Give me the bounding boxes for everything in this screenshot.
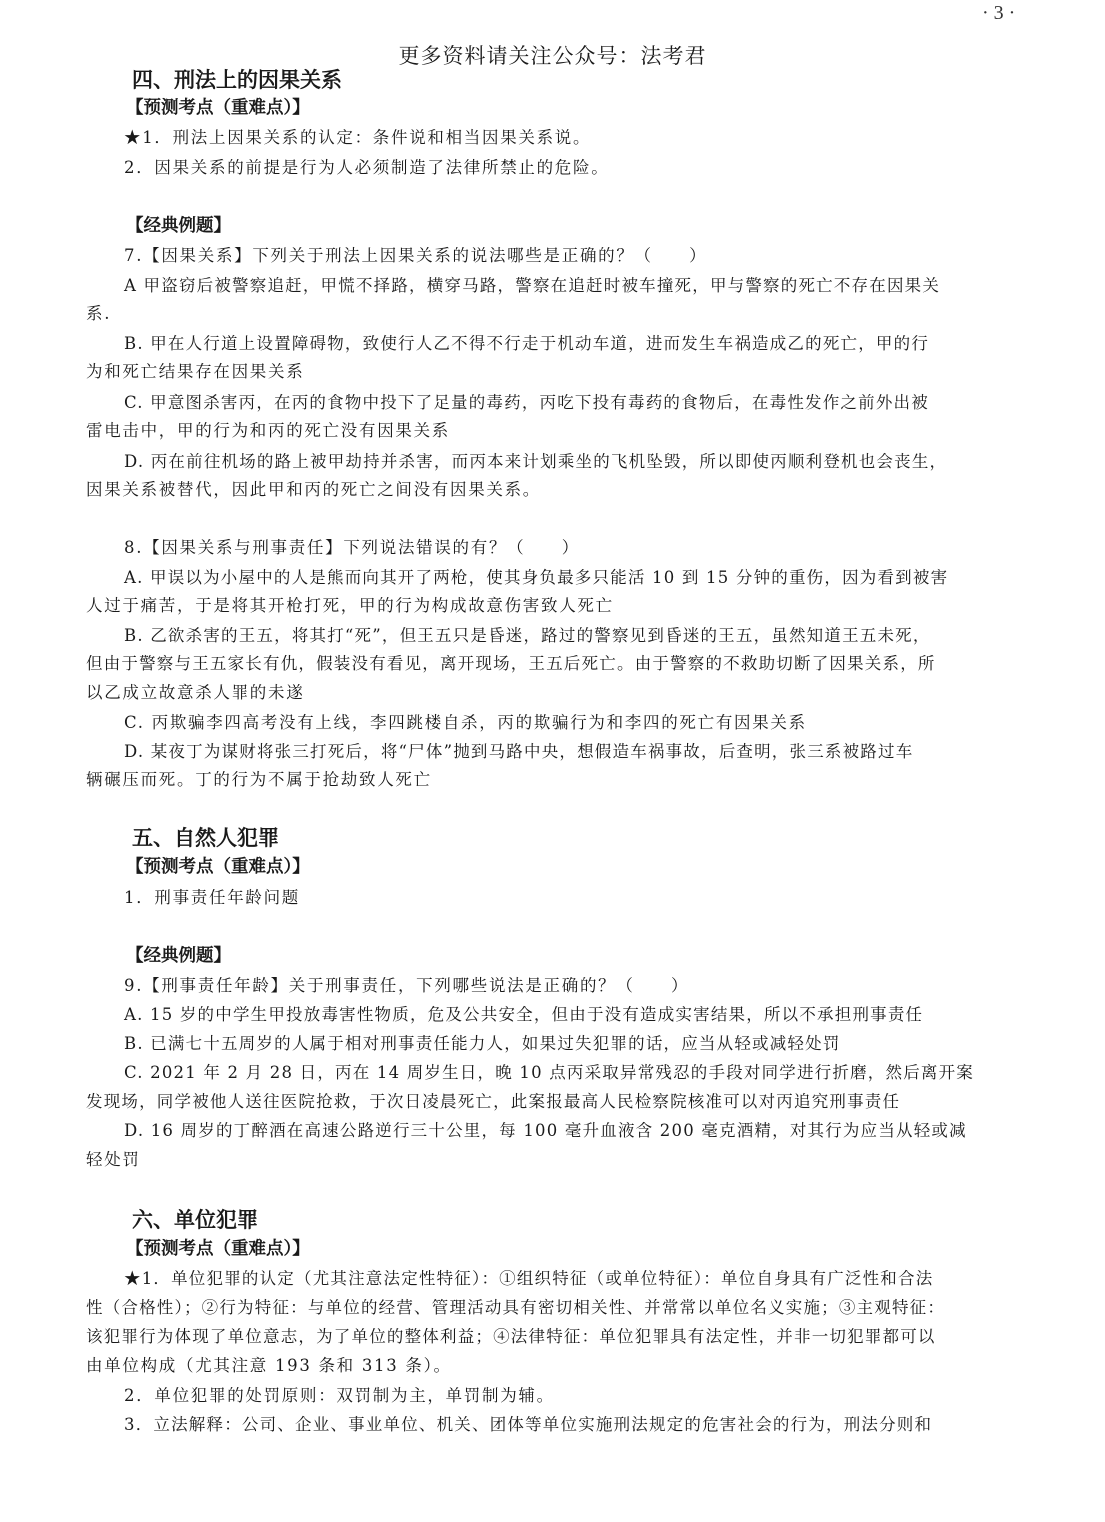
- point-text: ★1．单位犯罪的认定（尤其注意法定性特征）：①组织特征（或单位特征）：单位自身具有广泛性和合法: [124, 1269, 934, 1288]
- section-title-unit-crime: 六、单位犯罪: [132, 1208, 258, 1232]
- option-text: 但由于警察与王五家长有仇，假装没有看见，离开现场，王五后死亡。由于警察的不救助切断了因果关系，所: [86, 654, 936, 673]
- classic-heading: 【经典例题】: [126, 946, 231, 966]
- point-text: 3．立法解释：公司、企业、事业单位、机关、团体等单位实施刑法规定的危害社会的行为，刑法分则和: [124, 1415, 933, 1434]
- point-text: 1．刑事责任年龄问题: [124, 888, 300, 907]
- option-text: B. 乙欲杀害的王五，将其打“死”，但王五只是昏迷，路过的警察见到昏迷的王五，虽然知道王五未死，: [124, 626, 931, 645]
- point-text: ★1．刑法上因果关系的认定：条件说和相当因果关系说。: [124, 128, 592, 147]
- question-stem: 8.【因果关系与刑事责任】下列说法错误的有？（ ）: [124, 538, 580, 557]
- option-text: B. 甲在人行道上设置障碍物，致使行人乙不得不行走于机动车道，进而发生车祸造成乙的死亡，甲的行: [124, 334, 930, 353]
- option-text: 因果关系被替代，因此甲和丙的死亡之间没有因果关系。: [86, 480, 541, 499]
- option-text: 为和死亡结果存在因果关系: [86, 362, 305, 381]
- predict-heading: 【预测考点（重难点）】: [126, 1239, 310, 1259]
- option-text: 轻处罚: [86, 1150, 141, 1169]
- option-text: C. 2021 年 2 月 28 日，丙在 14 周岁生日，晚 10 点丙采取异常残忍的手段对同学进行折磨，然后离开案: [124, 1063, 975, 1082]
- point-text: 2．单位犯罪的处罚原则：双罚制为主，单罚制为辅。: [124, 1386, 555, 1405]
- option-text: C. 甲意图杀害丙，在丙的食物中投下了足量的毒药，丙吃下投有毒药的食物后，在毒性发作之前外出被: [124, 393, 929, 412]
- option-text: B. 已满七十五周岁的人属于相对刑事责任能力人，如果过失犯罪的话，应当从轻或减轻处罚: [124, 1034, 841, 1053]
- page-number: · 3 ·: [982, 2, 1016, 24]
- option-text: 辆碾压而死。丁的行为不属于抢劫致人死亡: [86, 770, 432, 789]
- question-stem: 9.【刑事责任年龄】关于刑事责任，下列哪些说法是正确的？（ ）: [124, 976, 690, 995]
- section-title-causation: 四、刑法上的因果关系: [132, 68, 342, 92]
- option-text: D. 某夜丁为谋财将张三打死后，将“尸体”抛到马路中央，想假造车祸事故，后查明，张三系被路过车: [124, 742, 914, 761]
- option-text: A 甲盗窃后被警察追赶，甲慌不择路，横穿马路，警察在追赶时被车撞死，甲与警察的死亡不存在因果关: [124, 276, 941, 295]
- point-text: 2．因果关系的前提是行为人必须制造了法律所禁止的危险。: [124, 158, 610, 177]
- question-stem: 7.【因果关系】下列关于刑法上因果关系的说法哪些是正确的？（ ）: [124, 246, 708, 265]
- option-text: 雷电击中，甲的行为和丙的死亡没有因果关系: [86, 421, 450, 440]
- option-text: D. 16 周岁的丁醉酒在高速公路逆行三十公里，每 100 毫升血液含 200 毫克酒精，对其行为应当从轻或减: [124, 1121, 967, 1140]
- classic-heading: 【经典例题】: [126, 216, 231, 236]
- predict-heading: 【预测考点（重难点）】: [126, 98, 310, 118]
- option-text: C. 丙欺骗李四高考没有上线，李四跳楼自杀，丙的欺骗行为和李四的死亡有因果关系: [124, 713, 807, 732]
- option-text: A. 甲误以为小屋中的人是熊而向其开了两枪，使其身负最多只能活 10 到 15 分钟的重伤，因为看到被害: [124, 568, 949, 587]
- option-text: 系.: [86, 304, 112, 323]
- option-text: 人过于痛苦，于是将其开枪打死，甲的行为构成故意伤害致人死亡: [86, 596, 614, 615]
- option-text: A. 15 岁的中学生甲投放毒害性物质，危及公共安全，但由于没有造成实害结果，所以不承担刑事责任: [124, 1005, 924, 1024]
- option-text: D. 丙在前往机场的路上被甲劫持并杀害，而丙本来计划乘坐的飞机坠毁，所以即使丙顺利登机也会丧生，: [124, 452, 948, 471]
- section-title-natural-person: 五、自然人犯罪: [132, 826, 279, 850]
- banner-text: 更多资料请关注公众号：法考君: [398, 44, 707, 68]
- option-text: 发现场，同学被他人送往医院抢救，于次日凌晨死亡，此案报最高人民检察院核准可以对丙追究刑事责任: [86, 1092, 901, 1111]
- point-text: 性（合格性）；②行为特征：与单位的经营、管理活动具有密切相关性、并常常以单位名义实施；③主观特征：: [86, 1298, 946, 1317]
- point-text: 由单位构成（尤其注意 193 条和 313 条）。: [86, 1356, 452, 1375]
- point-text: 该犯罪行为体现了单位意志，为了单位的整体利益；④法律特征：单位犯罪具有法定性，并非一切犯罪都可以: [86, 1327, 936, 1346]
- option-text: 以乙成立故意杀人罪的未遂: [86, 683, 305, 702]
- predict-heading: 【预测考点（重难点）】: [126, 857, 310, 877]
